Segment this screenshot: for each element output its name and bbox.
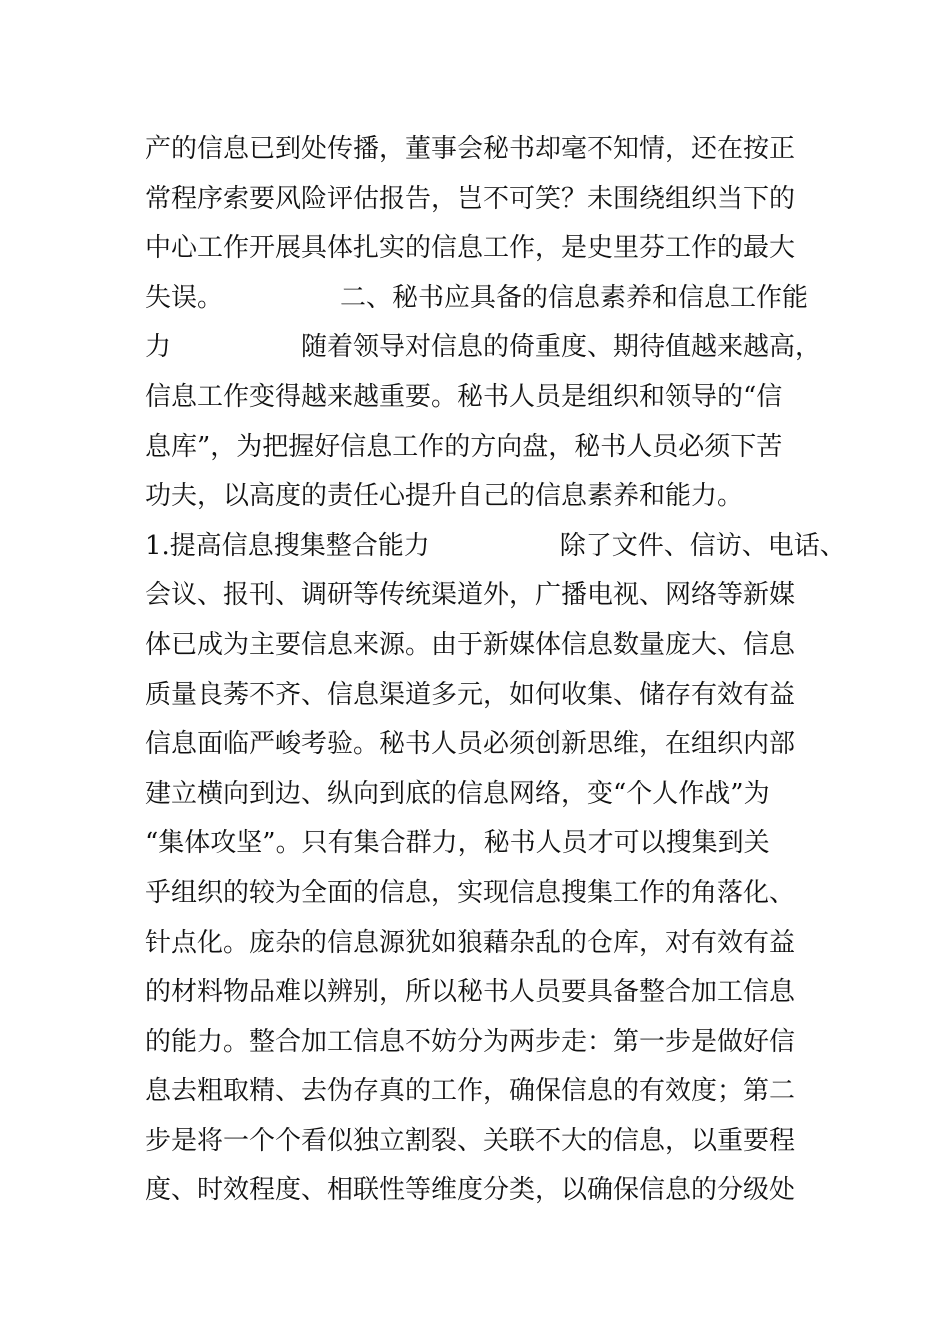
body-text [145, 125, 845, 1216]
text-line: 中心工作开展具体扎实的信息工作，是史里芬工作的最大 [145, 233, 796, 264]
text-line: 针点化。庞杂的信息源犹如狼藉杂乱的仓库，对有效有益 [145, 927, 796, 958]
text-line: “集体攻坚”。只有集合群力，秘书人员才可以搜集到关 [145, 828, 770, 859]
text-line: 息去粗取精、去伪存真的工作，确保信息的有效度；第二 [145, 1076, 796, 1107]
text-line: 常程序索要风险评估报告，岂不可笑？未围绕组织当下的 [145, 183, 796, 214]
text-line: 体已成为主要信息来源。由于新媒体信息数量庞大、信息 [145, 629, 796, 660]
text-line: 信息工作变得越来越重要。秘书人员是组织和领导的“信 [145, 381, 783, 412]
text-line: 步是将一个个看似独立割裂、关联不大的信息，以重要程 [145, 1125, 796, 1156]
text-line: 产的信息已到处传播，董事会秘书却毫不知情，还在按正 [145, 134, 796, 164]
text-line: 信息面临严峻考验。秘书人员必须创新思维，在组织内部 [145, 729, 796, 760]
text-line: 功夫，以高度的责任心提升自己的信息素养和能力。 [145, 481, 744, 512]
text-line: 的能力。整合加工信息不妨分为两步走：第一步是做好信 [145, 1026, 796, 1057]
text-line: 度、时效程度、相联性等维度分类，以确保信息的分级处 [145, 1175, 796, 1206]
text-line: 会议、报刊、调研等传统渠道外，广播电视、网络等新媒 [145, 580, 796, 611]
text-line: 1.提高信息搜集整合能力 除了文件、信访、电话、 [145, 530, 846, 561]
text-line: 息库”，为把握好信息工作的方向盘，秘书人员必须下苦 [145, 431, 783, 462]
text-line: 乎组织的较为全面的信息，实现信息搜集工作的角落化、 [145, 877, 796, 908]
text-line: 力 随着领导对信息的倚重度、期待值越来越高， [145, 332, 822, 363]
text-line: 失误。 二、秘书应具备的信息素养和信息工作能 [145, 282, 809, 313]
text-line: 建立横向到边、纵向到底的信息网络，变“个人作战”为 [145, 778, 770, 809]
text-line: 质量良莠不齐、信息渠道多元，如何收集、储存有效有益 [145, 679, 796, 710]
text-line: 的材料物品难以辨别，所以秘书人员要具备整合加工信息 [145, 977, 796, 1008]
